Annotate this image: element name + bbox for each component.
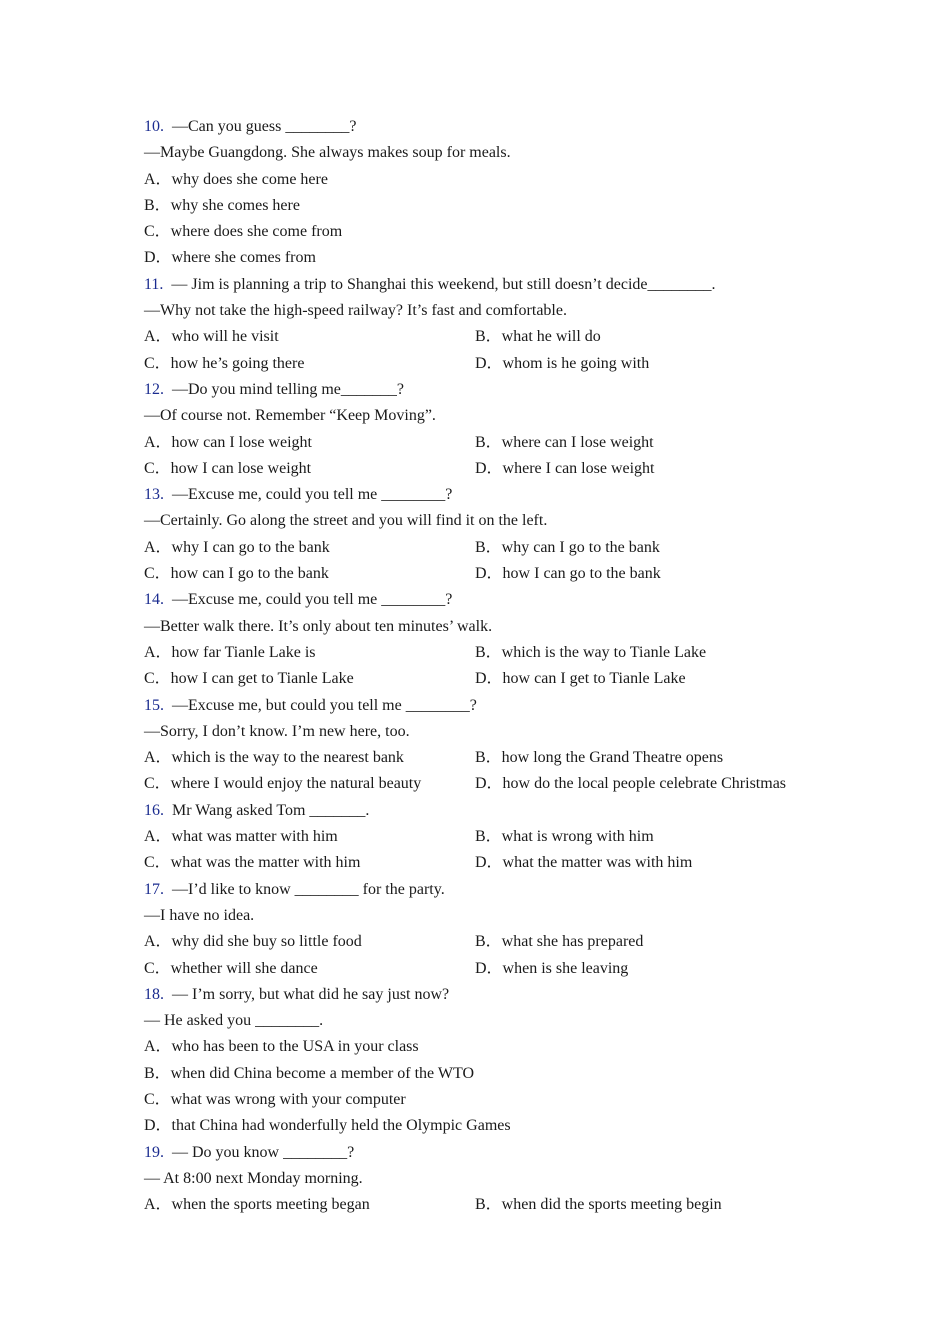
question-block	[144, 114, 824, 272]
option-row	[144, 430, 824, 456]
question-text: —I’d like to know ________ for the party.	[172, 880, 445, 898]
question-block	[144, 877, 824, 982]
question-reply: — He asked you ________.	[144, 1012, 324, 1030]
option-row	[144, 561, 824, 587]
question-block	[144, 377, 824, 482]
question-prompt	[144, 377, 824, 403]
question-reply: —Why not take the high-speed railway? It’s fast and comfortable.	[144, 302, 567, 320]
question-prompt	[144, 482, 824, 508]
question-number: 16.	[144, 801, 164, 819]
answer-option[interactable]: B．what he will do	[475, 328, 601, 346]
answer-option[interactable]: C．how I can get to Tianle Lake	[144, 670, 354, 688]
answer-option[interactable]: D．where she comes from	[144, 249, 316, 267]
answer-option[interactable]: A．how can I lose weight	[144, 433, 312, 451]
option-row	[144, 929, 824, 955]
option-row	[144, 745, 824, 771]
answer-option[interactable]: D．how do the local people celebrate Christmas	[475, 775, 787, 793]
answer-option[interactable]: B．why she comes here	[144, 196, 300, 214]
question-prompt	[144, 587, 824, 613]
question-block	[144, 272, 824, 377]
answer-option[interactable]: C．where I would enjoy the natural beauty	[144, 775, 422, 793]
option-row	[144, 456, 824, 482]
answer-option[interactable]: C．how I can lose weight	[144, 459, 312, 477]
question-number: 13.	[144, 486, 164, 504]
option-row	[144, 351, 824, 377]
answer-option[interactable]: A．why does she come here	[144, 170, 328, 188]
answer-option[interactable]: C．whether will she dance	[144, 959, 318, 977]
option-row	[144, 956, 824, 982]
option-row	[144, 640, 824, 666]
question-reply: —Sorry, I don’t know. I’m new here, too.	[144, 722, 410, 740]
question-block	[144, 693, 824, 798]
option-row	[144, 535, 824, 561]
question-prompt	[144, 114, 824, 140]
question-text: —Excuse me, could you tell me ________?	[172, 486, 453, 504]
question-reply: —Better walk there. It’s only about ten minutes’ walk.	[144, 617, 493, 635]
question-block	[144, 482, 824, 587]
question-number: 15.	[144, 696, 164, 714]
answer-option[interactable]: A．how far Tianle Lake is	[144, 643, 316, 661]
question-text: — Do you know ________?	[172, 1143, 355, 1161]
question-prompt	[144, 1140, 824, 1166]
answer-option[interactable]: D．what the matter was with him	[475, 854, 693, 872]
question-prompt	[144, 693, 824, 719]
question-prompt	[144, 798, 824, 824]
answer-option[interactable]: A．who will he visit	[144, 328, 279, 346]
question-number: 18.	[144, 985, 164, 1003]
answer-option[interactable]: B．how long the Grand Theatre opens	[475, 749, 724, 767]
question-prompt	[144, 982, 824, 1008]
option-row	[144, 824, 824, 850]
answer-option[interactable]: D．whom is he going with	[475, 354, 650, 372]
question-reply: —I have no idea.	[144, 906, 255, 924]
question-number: 19.	[144, 1143, 164, 1161]
question-text: —Excuse me, but could you tell me ________?	[172, 696, 477, 714]
question-text: —Can you guess ________?	[172, 118, 357, 135]
question-reply: — At 8:00 next Monday morning.	[144, 1169, 363, 1187]
answer-option[interactable]: A．when the sports meeting began	[144, 1196, 370, 1214]
question-number: 10.	[144, 118, 164, 135]
question-list	[144, 114, 824, 1218]
question-block	[144, 798, 824, 877]
option-row	[144, 324, 824, 350]
question-text: —Excuse me, could you tell me ________?	[172, 591, 453, 609]
question-text: —Do you mind telling me_______?	[172, 380, 404, 398]
question-text: — Jim is planning a trip to Shanghai this weekend, but still doesn’t decide________.	[171, 275, 716, 293]
answer-option[interactable]: A．why I can go to the bank	[144, 538, 330, 556]
question-number: 14.	[144, 591, 164, 609]
answer-option[interactable]: A．what was matter with him	[144, 828, 338, 846]
question-number: 11.	[144, 275, 164, 293]
answer-option[interactable]: C．where does she come from	[144, 223, 343, 241]
question-number: 12.	[144, 380, 164, 398]
answer-option[interactable]: B．when did the sports meeting begin	[475, 1196, 722, 1214]
answer-option[interactable]: D．where I can lose weight	[475, 459, 655, 477]
question-text: Mr Wang asked Tom _______.	[172, 801, 370, 819]
answer-option[interactable]: D．that China had wonderfully held the Olympic Games	[144, 1117, 511, 1135]
question-reply: —Certainly. Go along the street and you will find it on the left.	[144, 512, 548, 530]
question-block	[144, 587, 824, 692]
answer-option[interactable]: A．which is the way to the nearest bank	[144, 749, 404, 767]
answer-option[interactable]: C．what was wrong with your computer	[144, 1090, 406, 1108]
answer-option[interactable]: A．why did she buy so little food	[144, 933, 362, 951]
answer-option[interactable]: B．which is the way to Tianle Lake	[475, 643, 707, 661]
answer-option[interactable]: D．how can I get to Tianle Lake	[475, 670, 686, 688]
answer-option[interactable]: C．how can I go to the bank	[144, 565, 329, 583]
answer-option[interactable]: B．why can I go to the bank	[475, 538, 660, 556]
question-reply: —Maybe Guangdong. She always makes soup for meals.	[144, 144, 511, 162]
answer-option[interactable]: C．what was the matter with him	[144, 854, 361, 872]
answer-option[interactable]: B．what she has prepared	[475, 933, 644, 951]
question-block	[144, 982, 824, 1140]
answer-option[interactable]: D．how I can go to the bank	[475, 565, 661, 583]
option-row	[144, 850, 824, 876]
option-row	[144, 666, 824, 692]
question-prompt	[144, 877, 824, 903]
question-block	[144, 1140, 824, 1219]
question-text: — I’m sorry, but what did he say just now?	[172, 985, 450, 1003]
answer-option[interactable]: C．how he’s going there	[144, 354, 305, 372]
answer-option[interactable]: D．when is she leaving	[475, 959, 629, 977]
option-row	[144, 1192, 824, 1218]
answer-option[interactable]: A．who has been to the USA in your class	[144, 1038, 419, 1056]
question-number: 17.	[144, 880, 164, 898]
option-row	[144, 771, 824, 797]
question-reply: —Of course not. Remember “Keep Moving”.	[144, 407, 436, 425]
answer-option[interactable]: B．when did China become a member of the WTO	[144, 1064, 474, 1082]
question-prompt	[144, 272, 824, 298]
answer-option[interactable]: B．where can I lose weight	[475, 433, 654, 451]
answer-option[interactable]: B．what is wrong with him	[475, 828, 654, 846]
